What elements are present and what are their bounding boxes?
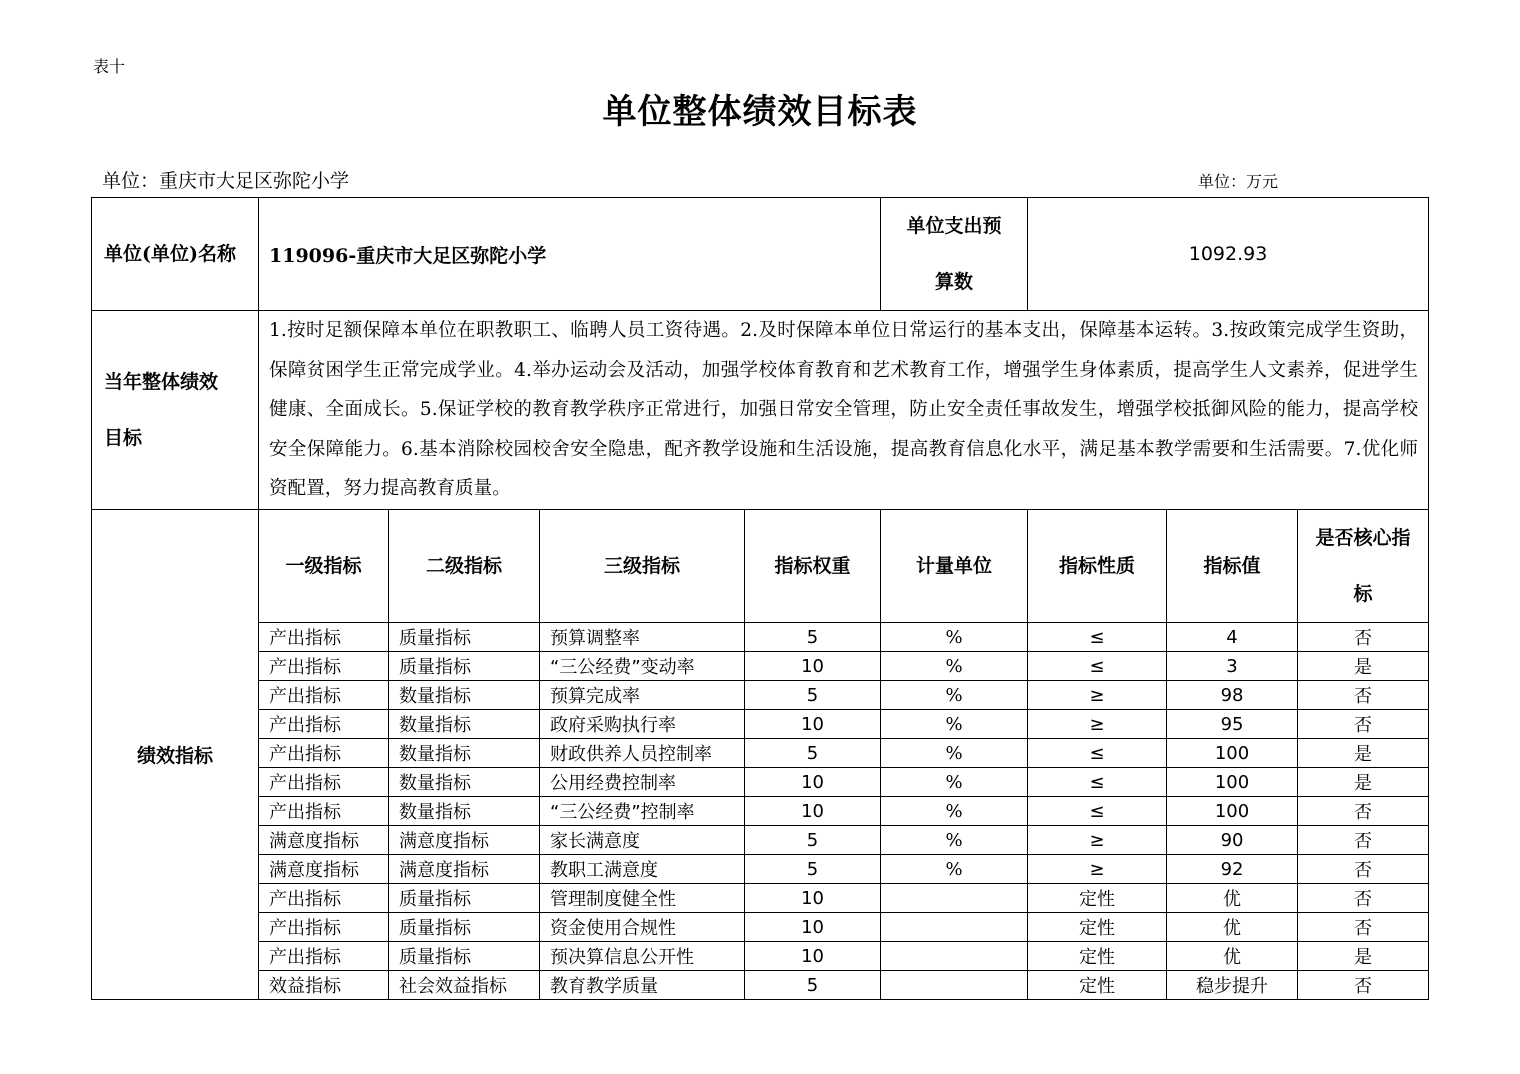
- cell-level1: 产出指标: [259, 942, 389, 971]
- cell-level3: 政府采购执行率: [540, 710, 745, 739]
- cell-weight: 5: [745, 826, 881, 855]
- cell-level3: 资金使用合规性: [540, 913, 745, 942]
- cell-value: 优: [1167, 942, 1298, 971]
- table-row: [92, 710, 1429, 739]
- cell-level3: 财政供养人员控制率: [540, 739, 745, 768]
- cell-unit: %: [881, 826, 1028, 855]
- table-row: [92, 913, 1429, 942]
- core-header-line2: 标: [1353, 583, 1373, 605]
- cell-level2: 质量指标: [389, 942, 540, 971]
- indicators-section-label: 绩效指标: [92, 510, 259, 1000]
- cell-level1: 满意度指标: [259, 855, 389, 884]
- cell-level3: “三公经费”控制率: [540, 797, 745, 826]
- cell-level3: 教育教学质量: [540, 971, 745, 1000]
- cell-weight: 5: [745, 855, 881, 884]
- cell-nature: 定性: [1028, 913, 1167, 942]
- cell-weight: 10: [745, 710, 881, 739]
- cell-unit: [881, 971, 1028, 1000]
- cell-level2: 社会效益指标: [389, 971, 540, 1000]
- unit-name-label: 单位(单位)名称: [92, 198, 259, 311]
- cell-level3: 管理制度健全性: [540, 884, 745, 913]
- cell-nature: 定性: [1028, 884, 1167, 913]
- col-header-level3: 三级指标: [540, 510, 745, 623]
- cell-level2: 满意度指标: [389, 855, 540, 884]
- budget-value: 1092.93: [1028, 198, 1429, 311]
- cell-value: 4: [1167, 623, 1298, 652]
- cell-core: 否: [1298, 681, 1429, 710]
- cell-unit: %: [881, 739, 1028, 768]
- cell-weight: 10: [745, 913, 881, 942]
- cell-nature: ≤: [1028, 623, 1167, 652]
- cell-value: 3: [1167, 652, 1298, 681]
- col-header-unit: 计量单位: [881, 510, 1028, 623]
- cell-nature: ≤: [1028, 768, 1167, 797]
- cell-core: 是: [1298, 739, 1429, 768]
- cell-level1: 产出指标: [259, 681, 389, 710]
- cell-level2: 质量指标: [389, 913, 540, 942]
- cell-level1: 产出指标: [259, 797, 389, 826]
- col-header-weight: 指标权重: [745, 510, 881, 623]
- goal-label-line1: 当年整体绩效: [104, 371, 219, 393]
- goal-label: [92, 311, 259, 510]
- cell-nature: ≥: [1028, 855, 1167, 884]
- cell-unit: %: [881, 768, 1028, 797]
- cell-level1: 产出指标: [259, 768, 389, 797]
- core-header-line1: 是否核心指: [1315, 527, 1411, 549]
- cell-level3: 家长满意度: [540, 826, 745, 855]
- cell-value: 稳步提升: [1167, 971, 1298, 1000]
- table-row: [92, 623, 1429, 652]
- currency-unit-line: 单位：万元: [1198, 172, 1279, 191]
- cell-unit: [881, 884, 1028, 913]
- cell-level2: 满意度指标: [389, 826, 540, 855]
- cell-level3: 预算完成率: [540, 681, 745, 710]
- cell-core: 否: [1298, 710, 1429, 739]
- cell-level1: 效益指标: [259, 971, 389, 1000]
- table-row: [92, 855, 1429, 884]
- performance-target-table: [91, 197, 1429, 1000]
- cell-core: 是: [1298, 768, 1429, 797]
- cell-level2: 数量指标: [389, 681, 540, 710]
- goal-label-line2: 目标: [104, 427, 143, 449]
- cell-weight: 10: [745, 652, 881, 681]
- cell-nature: ≤: [1028, 739, 1167, 768]
- col-header-value: 指标值: [1167, 510, 1298, 623]
- cell-unit: %: [881, 623, 1028, 652]
- cell-level1: 产出指标: [259, 710, 389, 739]
- cell-weight: 5: [745, 739, 881, 768]
- cell-level2: 质量指标: [389, 884, 540, 913]
- table-row: [92, 826, 1429, 855]
- cell-weight: 10: [745, 797, 881, 826]
- cell-level3: 教职工满意度: [540, 855, 745, 884]
- cell-value: 100: [1167, 739, 1298, 768]
- cell-nature: 定性: [1028, 942, 1167, 971]
- cell-weight: 10: [745, 942, 881, 971]
- cell-unit: [881, 942, 1028, 971]
- cell-unit: %: [881, 710, 1028, 739]
- cell-core: 否: [1298, 884, 1429, 913]
- cell-weight: 5: [745, 623, 881, 652]
- goal-row: [92, 311, 1429, 510]
- cell-level3: 预决算信息公开性: [540, 942, 745, 971]
- table-row: [92, 652, 1429, 681]
- cell-weight: 5: [745, 681, 881, 710]
- cell-level1: 产出指标: [259, 739, 389, 768]
- cell-level3: 公用经费控制率: [540, 768, 745, 797]
- col-header-core: [1298, 510, 1429, 623]
- cell-nature: ≥: [1028, 826, 1167, 855]
- cell-weight: 10: [745, 884, 881, 913]
- cell-level2: 数量指标: [389, 797, 540, 826]
- goal-text: 1.按时足额保障本单位在职教职工、临聘人员工资待遇。2.及时保障本单位日常运行的基本支出，保障基本运转。3.按政策完成学生资助，保障贫困学生正常完成学业。4.举办运动会及活动，加强学校体育教育和艺术教育工作，增强学生身体素质，提高学生人文素养，促进学生健康、全面成长。5.保证学校的教育教学秩序正常进行，加强日常安全管理，防止安全责任事故发生，增强学校抵御风险的能力，提高学校安全保障能力。6.基本消除校园校舍安全隐患，配齐教学设施和生活设施，提高教育信息化水平，满足基本教学需要和生活需要。7.优化师资配置，努力提高教育质量。: [259, 311, 1429, 510]
- cell-level1: 产出指标: [259, 623, 389, 652]
- table-row: [92, 942, 1429, 971]
- cell-nature: 定性: [1028, 971, 1167, 1000]
- cell-value: 90: [1167, 826, 1298, 855]
- table-row: [92, 797, 1429, 826]
- cell-unit: %: [881, 797, 1028, 826]
- cell-value: 92: [1167, 855, 1298, 884]
- table-row: [92, 884, 1429, 913]
- cell-core: 否: [1298, 971, 1429, 1000]
- cell-core: 否: [1298, 855, 1429, 884]
- cell-unit: %: [881, 652, 1028, 681]
- cell-nature: ≤: [1028, 797, 1167, 826]
- cell-value: 优: [1167, 913, 1298, 942]
- col-header-level1: 一级指标: [259, 510, 389, 623]
- col-header-level2: 二级指标: [389, 510, 540, 623]
- cell-unit: %: [881, 855, 1028, 884]
- cell-core: 否: [1298, 797, 1429, 826]
- unit-line: 单位：重庆市大足区弥陀小学: [102, 170, 350, 192]
- page-title: 单位整体绩效目标表: [602, 92, 918, 132]
- cell-weight: 5: [745, 971, 881, 1000]
- cell-value: 100: [1167, 768, 1298, 797]
- cell-nature: ≤: [1028, 652, 1167, 681]
- cell-level2: 数量指标: [389, 768, 540, 797]
- col-header-nature: 指标性质: [1028, 510, 1167, 623]
- budget-label-line1: 单位支出预: [906, 215, 1002, 237]
- unit-name-row: [92, 198, 1429, 311]
- cell-level2: 数量指标: [389, 739, 540, 768]
- page-label: 表十: [93, 57, 126, 76]
- cell-unit: %: [881, 681, 1028, 710]
- cell-value: 95: [1167, 710, 1298, 739]
- cell-unit: [881, 913, 1028, 942]
- cell-core: 否: [1298, 623, 1429, 652]
- table-row: [92, 681, 1429, 710]
- cell-level2: 数量指标: [389, 710, 540, 739]
- cell-weight: 10: [745, 768, 881, 797]
- cell-core: 否: [1298, 913, 1429, 942]
- cell-nature: ≥: [1028, 710, 1167, 739]
- cell-level3: 预算调整率: [540, 623, 745, 652]
- cell-level1: 产出指标: [259, 652, 389, 681]
- cell-level1: 满意度指标: [259, 826, 389, 855]
- cell-level2: 质量指标: [389, 652, 540, 681]
- table-row: [92, 739, 1429, 768]
- cell-level1: 产出指标: [259, 913, 389, 942]
- table-row: [92, 971, 1429, 1000]
- table-row: [92, 768, 1429, 797]
- cell-core: 否: [1298, 826, 1429, 855]
- cell-value: 98: [1167, 681, 1298, 710]
- cell-value: 优: [1167, 884, 1298, 913]
- unit-name-value: 119096-重庆市大足区弥陀小学: [259, 198, 881, 311]
- cell-nature: ≥: [1028, 681, 1167, 710]
- budget-label-line2: 算数: [935, 271, 974, 293]
- budget-label: [881, 198, 1028, 311]
- cell-level1: 产出指标: [259, 884, 389, 913]
- cell-level2: 质量指标: [389, 623, 540, 652]
- cell-value: 100: [1167, 797, 1298, 826]
- cell-core: 是: [1298, 942, 1429, 971]
- cell-core: 是: [1298, 652, 1429, 681]
- cell-level3: “三公经费”变动率: [540, 652, 745, 681]
- indicator-header-row: [92, 510, 1429, 623]
